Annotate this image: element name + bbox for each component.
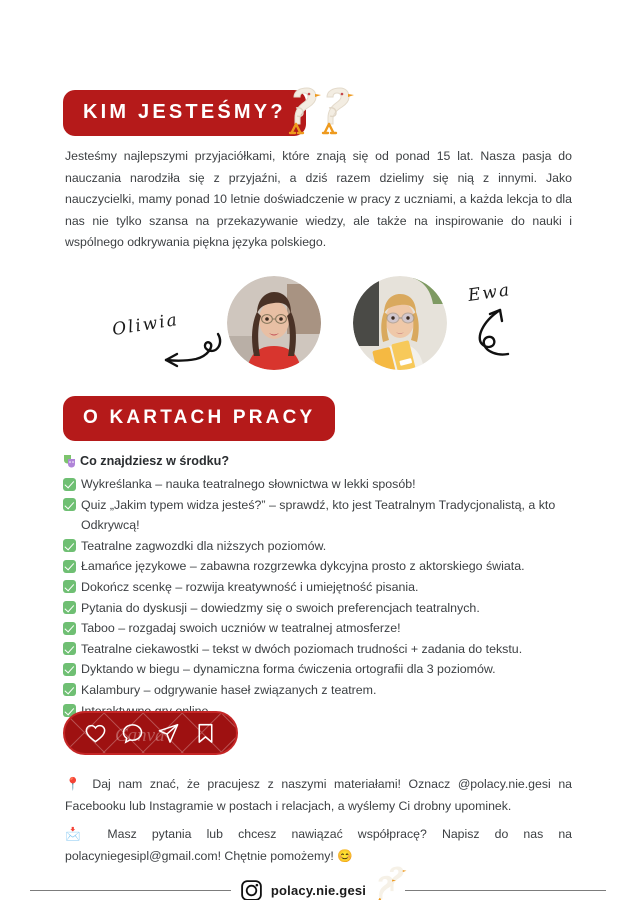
list-heading-text: Co znajdziesz w środku?	[80, 454, 230, 468]
list-item	[63, 598, 583, 619]
note-text: Daj nam znać, że pracujesz z naszymi materiałami! Oznacz @polacy.nie.gesi na Facebooku lub Instagramie w postach i relacjach, a wyślemy Ci drobny upominek.	[65, 777, 572, 813]
avatar-oliwia	[227, 276, 321, 370]
list-item-text: Quiz „Jakim typem widza jesteś?” – sprawdź, kto jest Teatralnym Tradycjonalistą, a kto Odkrywcą!	[81, 497, 556, 533]
check-icon	[63, 560, 76, 573]
arrow-to-oliwia	[152, 330, 224, 370]
comment-icon[interactable]	[121, 722, 144, 745]
canva-watermark: Canva	[115, 725, 165, 746]
list-item	[63, 577, 583, 598]
banner-about-us: KIM JESTEŚMY?	[63, 90, 306, 136]
list-item-text: Teatralne zagwozdki dla niższych poziomów.	[81, 538, 327, 553]
bookmark-icon[interactable]	[194, 722, 217, 745]
list-item	[63, 659, 583, 680]
list-item	[63, 536, 583, 557]
list-item	[63, 474, 583, 495]
social-actions-bar[interactable]	[63, 711, 238, 755]
list-item-text: Wykreślanka – nauka teatralnego słownictwa w lekki sposób!	[81, 477, 416, 491]
footer-handle-group[interactable]	[240, 873, 396, 900]
list-item-text: Pytania do dyskusji – dowiedzmy się o swoich preferencjach teatralnych.	[81, 600, 480, 615]
instagram-icon[interactable]	[240, 879, 263, 900]
banner-worksheets: O KARTACH PRACY	[63, 396, 335, 441]
label-ewa: Ewa	[466, 280, 513, 306]
send-icon[interactable]	[157, 722, 180, 745]
list-item	[63, 639, 583, 660]
goose-icon	[320, 84, 354, 136]
heart-icon[interactable]	[84, 722, 107, 745]
goose-icon	[287, 84, 321, 136]
check-icon	[63, 663, 76, 676]
note-tag-us	[65, 774, 572, 817]
arrow-to-ewa	[462, 300, 530, 358]
check-icon	[63, 539, 76, 552]
list-item-text: Dokończ scenkę – rozwija kreatywność i umiejętność pisania.	[81, 579, 419, 594]
list-item-text: Kalambury – odgrywanie haseł związanych z teatrem.	[81, 682, 377, 697]
list-heading	[63, 452, 583, 471]
footer-handle[interactable]: polacy.nie.gesi	[270, 882, 367, 898]
check-icon	[63, 601, 76, 614]
list-item-text: Łamańce językowe – zabawna rozgrzewka dykcyjna prosto z aktorskiego świata.	[81, 559, 525, 574]
check-icon	[63, 580, 76, 593]
check-icon	[63, 642, 76, 655]
check-icon	[63, 498, 76, 511]
list-item-text: Teatralne ciekawostki – tekst w dwóch poziomach trudności + zadania do tekstu.	[81, 641, 523, 656]
divider-left	[30, 890, 231, 891]
about-paragraph: Jesteśmy najlepszymi przyjaciółkami, które znają się od ponad 15 lat. Nasza pasja do nauczania narodziła się z przyjaźni, a dziś razem dzielimy się nią z innymi. Jako nauczycielki, mamy ponad 10 letnie doświadczenie w pracy z uczniami, a każda lekcja to dla nas nie tylko szansa na przekazywanie wiedzy, ale także na inspirowanie do nauki i wspólnego odkrywania piękna języka polskiego.	[65, 149, 572, 249]
pushpin-emoji: 📍	[65, 777, 85, 791]
footer	[30, 873, 606, 900]
list-item	[63, 680, 583, 701]
list-item	[63, 495, 583, 536]
goose-icon	[374, 873, 396, 900]
note-contact	[65, 824, 572, 867]
worksheet-contents-list	[63, 452, 583, 721]
envelope-emoji: 📩	[65, 827, 93, 841]
smiley-emoji: 😊	[337, 848, 353, 863]
list-item	[63, 556, 583, 577]
list-item-text: Taboo – rozgadaj swoich uczniów w teatralnej atmosferze!	[81, 621, 401, 636]
check-icon	[63, 622, 76, 635]
check-icon	[63, 478, 76, 491]
avatar-ewa	[353, 276, 447, 370]
note-text: Masz pytania lub chcesz nawiązać współpracę? Napisz do nas na polacyniegesipl@gmail.com! Chętnie pomożemy!	[65, 827, 572, 863]
list-item-text: Dyktando w biegu – dynamiczna forma ćwiczenia ortografii dla 3 poziomów.	[81, 662, 496, 677]
check-icon	[63, 683, 76, 696]
theater-masks-icon	[63, 454, 76, 468]
list-item	[63, 618, 583, 639]
label-oliwia: Oliwia	[110, 309, 181, 341]
divider-right	[405, 890, 606, 891]
